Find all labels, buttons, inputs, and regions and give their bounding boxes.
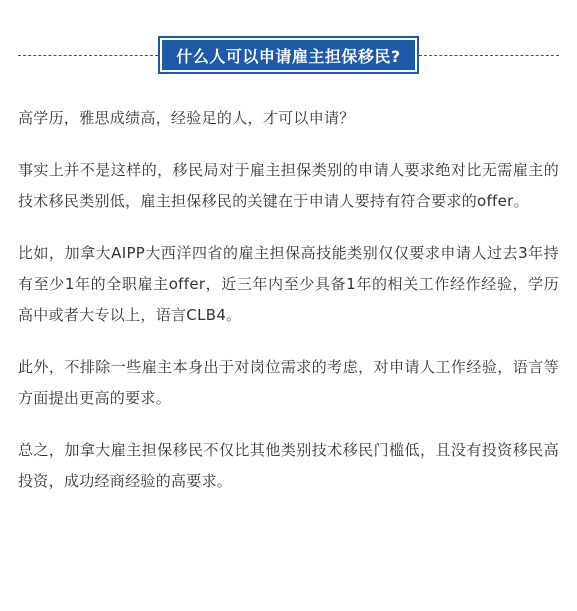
article-body [18, 103, 559, 518]
paragraph-3: 比如，加拿大AIPP大西洋四省的雇主担保高技能类别仅仅要求申请人过去3年持有至少1年的全职雇主offer，近三年内至少具备1年的相关工作经作经验，学历高中或者大专以上，语言CLB4。 [18, 244, 559, 324]
paragraph-4: 此外，不排除一些雇主本身出于对岗位需求的考虑，对申请人工作经验，语言等方面提出更高的要求。 [18, 358, 559, 407]
paragraph-5: 总之，加拿大雇主担保移民不仅比其他类别技术移民门槛低，且没有投资移民高投资，成功经商经验的高要求。 [18, 441, 559, 490]
paragraph-2: 事实上并不是这样的，移民局对于雇主担保类别的申请人要求绝对比无需雇主的技术移民类别低，雇主担保移民的关键在于申请人要持有符合要求的offer。 [18, 161, 559, 210]
paragraph-1: 高学历，雅思成绩高，经验足的人，才可以申请？ [18, 109, 355, 127]
section-header [18, 36, 559, 76]
heading-frame [158, 36, 419, 74]
header-rule-right [419, 55, 559, 56]
header-rule-left [18, 55, 158, 56]
section-heading: 什么人可以申请雇主担保移民? [162, 40, 415, 70]
